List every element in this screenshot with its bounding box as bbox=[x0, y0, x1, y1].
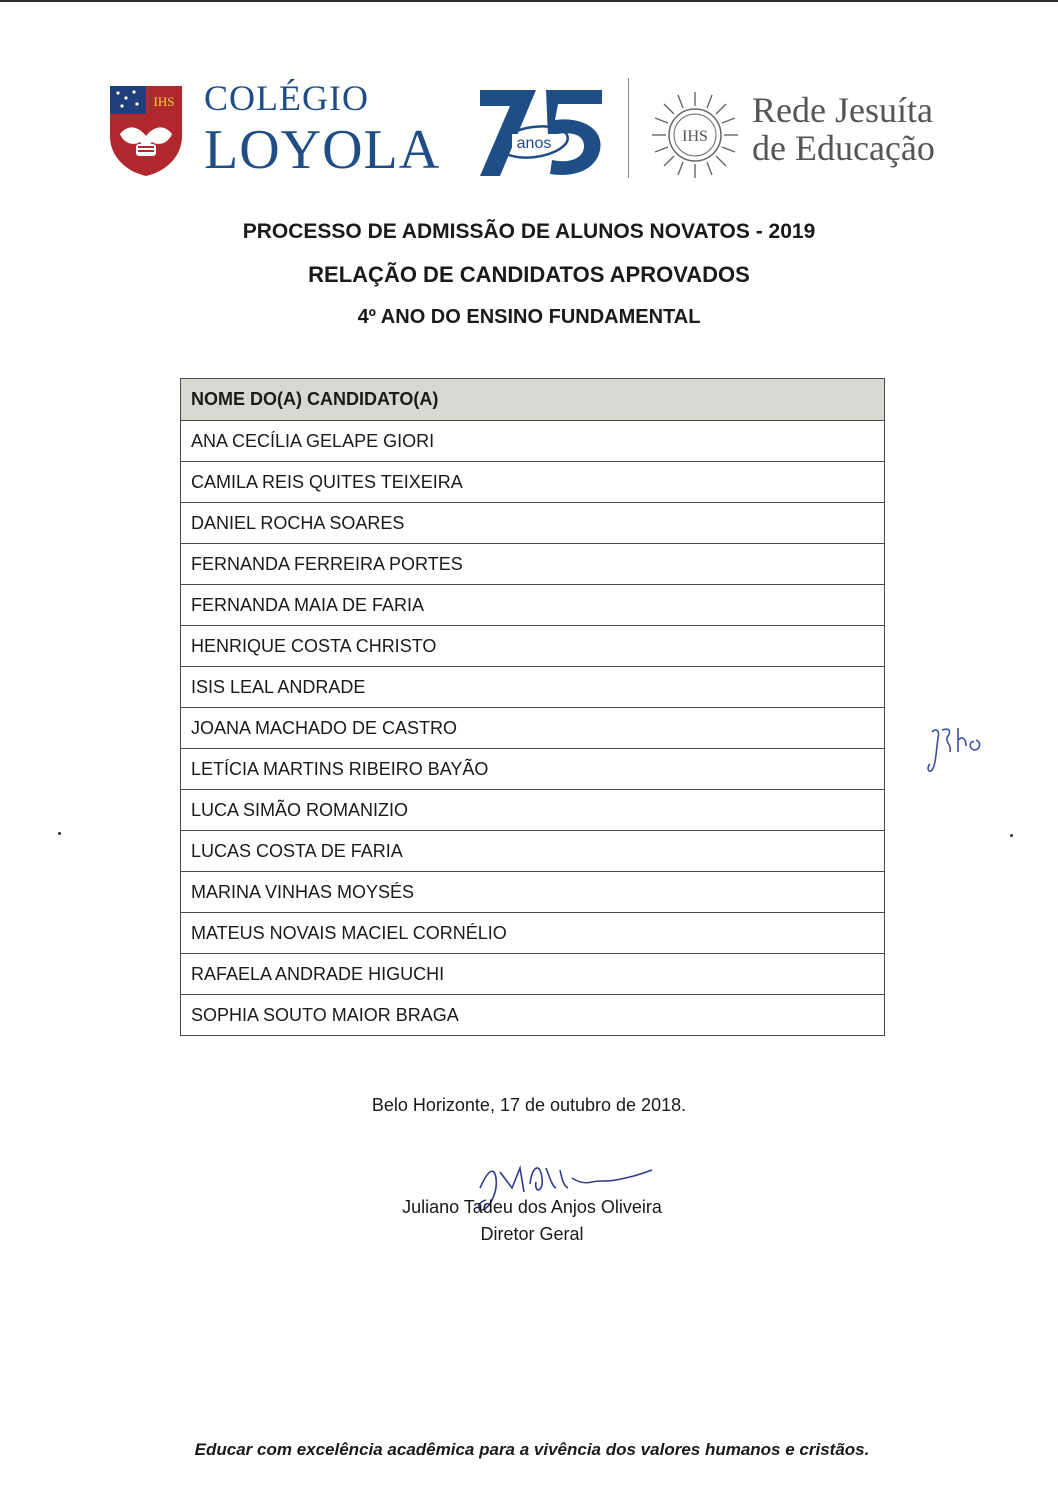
candidate-name-cell: DANIEL ROCHA SOARES bbox=[181, 503, 885, 544]
college-name-line1: COLÉGIO bbox=[204, 78, 369, 118]
institution-motto: Educar com excelência acadêmica para a vivência dos valores humanos e cristãos. bbox=[194, 1440, 870, 1459]
candidate-name-cell: MARINA VINHAS MOYSÉS bbox=[181, 872, 885, 913]
network-name-line1: Rede Jesuíta bbox=[752, 90, 933, 130]
table-row bbox=[181, 544, 885, 585]
shield-ihs-text: IHS bbox=[153, 94, 175, 109]
table-row bbox=[181, 872, 885, 913]
header-divider bbox=[628, 78, 629, 178]
candidate-name-cell: ANA CECÍLIA GELAPE GIORI bbox=[181, 421, 885, 462]
candidate-name-cell: HENRIQUE COSTA CHRISTO bbox=[181, 626, 885, 667]
approved-candidates-table bbox=[180, 378, 885, 1036]
school-shield-logo bbox=[108, 84, 184, 178]
document-title: PROCESSO DE ADMISSÃO DE ALUNOS NOVATOS - 2019 bbox=[242, 220, 816, 243]
table-row bbox=[181, 462, 885, 503]
document-subtitle: RELAÇÃO DE CANDIDATOS APROVADOS bbox=[308, 262, 750, 287]
table-row bbox=[181, 585, 885, 626]
candidate-name-cell: LUCAS COSTA DE FARIA bbox=[181, 831, 885, 872]
scan-speck bbox=[58, 832, 61, 835]
signer-name: Juliano Tadeu dos Anjos Oliveira bbox=[402, 1197, 662, 1217]
table-row bbox=[181, 503, 885, 544]
candidate-name-cell: SOPHIA SOUTO MAIOR BRAGA bbox=[181, 995, 885, 1036]
candidate-name-cell: RAFAELA ANDRADE HIGUCHI bbox=[181, 954, 885, 995]
handwritten-initials-mark bbox=[922, 718, 992, 778]
scan-speck bbox=[1010, 834, 1013, 837]
network-name-line2: de Educação bbox=[752, 128, 935, 168]
table-row bbox=[181, 708, 885, 749]
candidate-name-cell: CAMILA REIS QUITES TEIXEIRA bbox=[181, 462, 885, 503]
grade-level-title: 4º ANO DO ENSINO FUNDAMENTAL bbox=[357, 306, 701, 328]
candidate-name-cell: FERNANDA MAIA DE FARIA bbox=[181, 585, 885, 626]
page-top-border bbox=[0, 0, 1058, 2]
table-row bbox=[181, 954, 885, 995]
candidate-name-cell: MATEUS NOVAIS MACIEL CORNÉLIO bbox=[181, 913, 885, 954]
anniversary-emblem bbox=[466, 80, 606, 180]
anniversary-word: anos bbox=[516, 135, 552, 152]
table-row bbox=[181, 790, 885, 831]
table-header-row bbox=[181, 379, 885, 421]
table-row bbox=[181, 421, 885, 462]
signer-role: Diretor Geral bbox=[480, 1224, 584, 1244]
jesuit-seal-logo bbox=[650, 90, 740, 180]
candidate-name-cell: ISIS LEAL ANDRADE bbox=[181, 667, 885, 708]
table-row bbox=[181, 667, 885, 708]
seal-ihs-text: IHS bbox=[682, 128, 708, 145]
college-name-line2: LOYOLA bbox=[204, 119, 441, 181]
column-header-candidate-name: NOME DO(A) CANDIDATO(A) bbox=[181, 379, 885, 421]
table-row bbox=[181, 913, 885, 954]
candidate-name-cell: LETÍCIA MARTINS RIBEIRO BAYÃO bbox=[181, 749, 885, 790]
table-row bbox=[181, 831, 885, 872]
table-row bbox=[181, 749, 885, 790]
candidate-name-cell: JOANA MACHADO DE CASTRO bbox=[181, 708, 885, 749]
candidate-name-cell: FERNANDA FERREIRA PORTES bbox=[181, 544, 885, 585]
table-row bbox=[181, 626, 885, 667]
candidate-name-cell: LUCA SIMÃO ROMANIZIO bbox=[181, 790, 885, 831]
place-and-date: Belo Horizonte, 17 de outubro de 2018. bbox=[371, 1095, 687, 1115]
table-row bbox=[181, 995, 885, 1036]
